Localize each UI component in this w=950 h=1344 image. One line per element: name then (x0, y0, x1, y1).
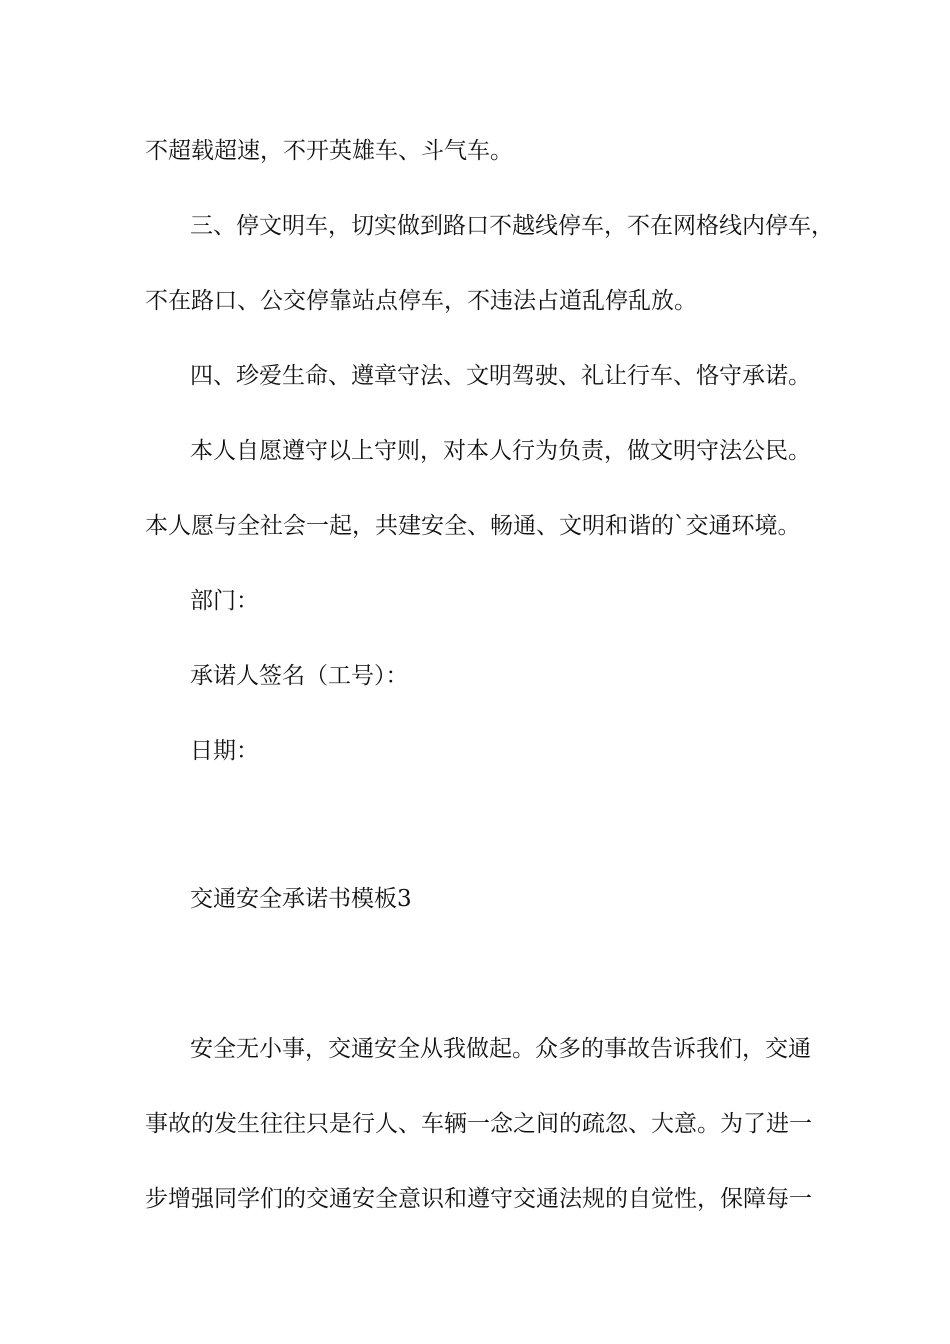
section-title: 交通安全承诺书模板3 (190, 886, 412, 912)
paragraph-line: 安全无小事，交通安全从我做起。众多的事故告诉我们，交通 (190, 1036, 811, 1062)
paragraph-line: 本人自愿遵守以上守则，对本人行为负责，做文明守法公民。 (190, 438, 811, 464)
paragraph-line: 不在路口、公交停靠站点停车，不违法占道乱停乱放。 (145, 288, 697, 314)
signature-label: 承诺人签名（工号）： (190, 663, 409, 689)
paragraph-line: 本人愿与全社会一起，共建安全、畅通、文明和谐的`交通环境。 (145, 513, 801, 539)
paragraph-line: 三、停文明车，切实做到路口不越线停车，不在网格线内停车， (190, 213, 834, 239)
paragraph-line: 不超载超速，不开英雄车、斗气车。 (145, 138, 513, 164)
date-label: 日期： (190, 738, 259, 764)
paragraph-line: 事故的发生往往只是行人、车辆一念之间的疏忽、大意。为了进一 (145, 1111, 812, 1137)
paragraph-line: 四、珍爱生命、遵章守法、文明驾驶、礼让行车、恪守承诺。 (190, 363, 811, 389)
paragraph-line: 步增强同学们的交通安全意识和遵守交通法规的自觉性，保障每一 (145, 1186, 812, 1212)
department-label: 部门： (190, 588, 259, 614)
